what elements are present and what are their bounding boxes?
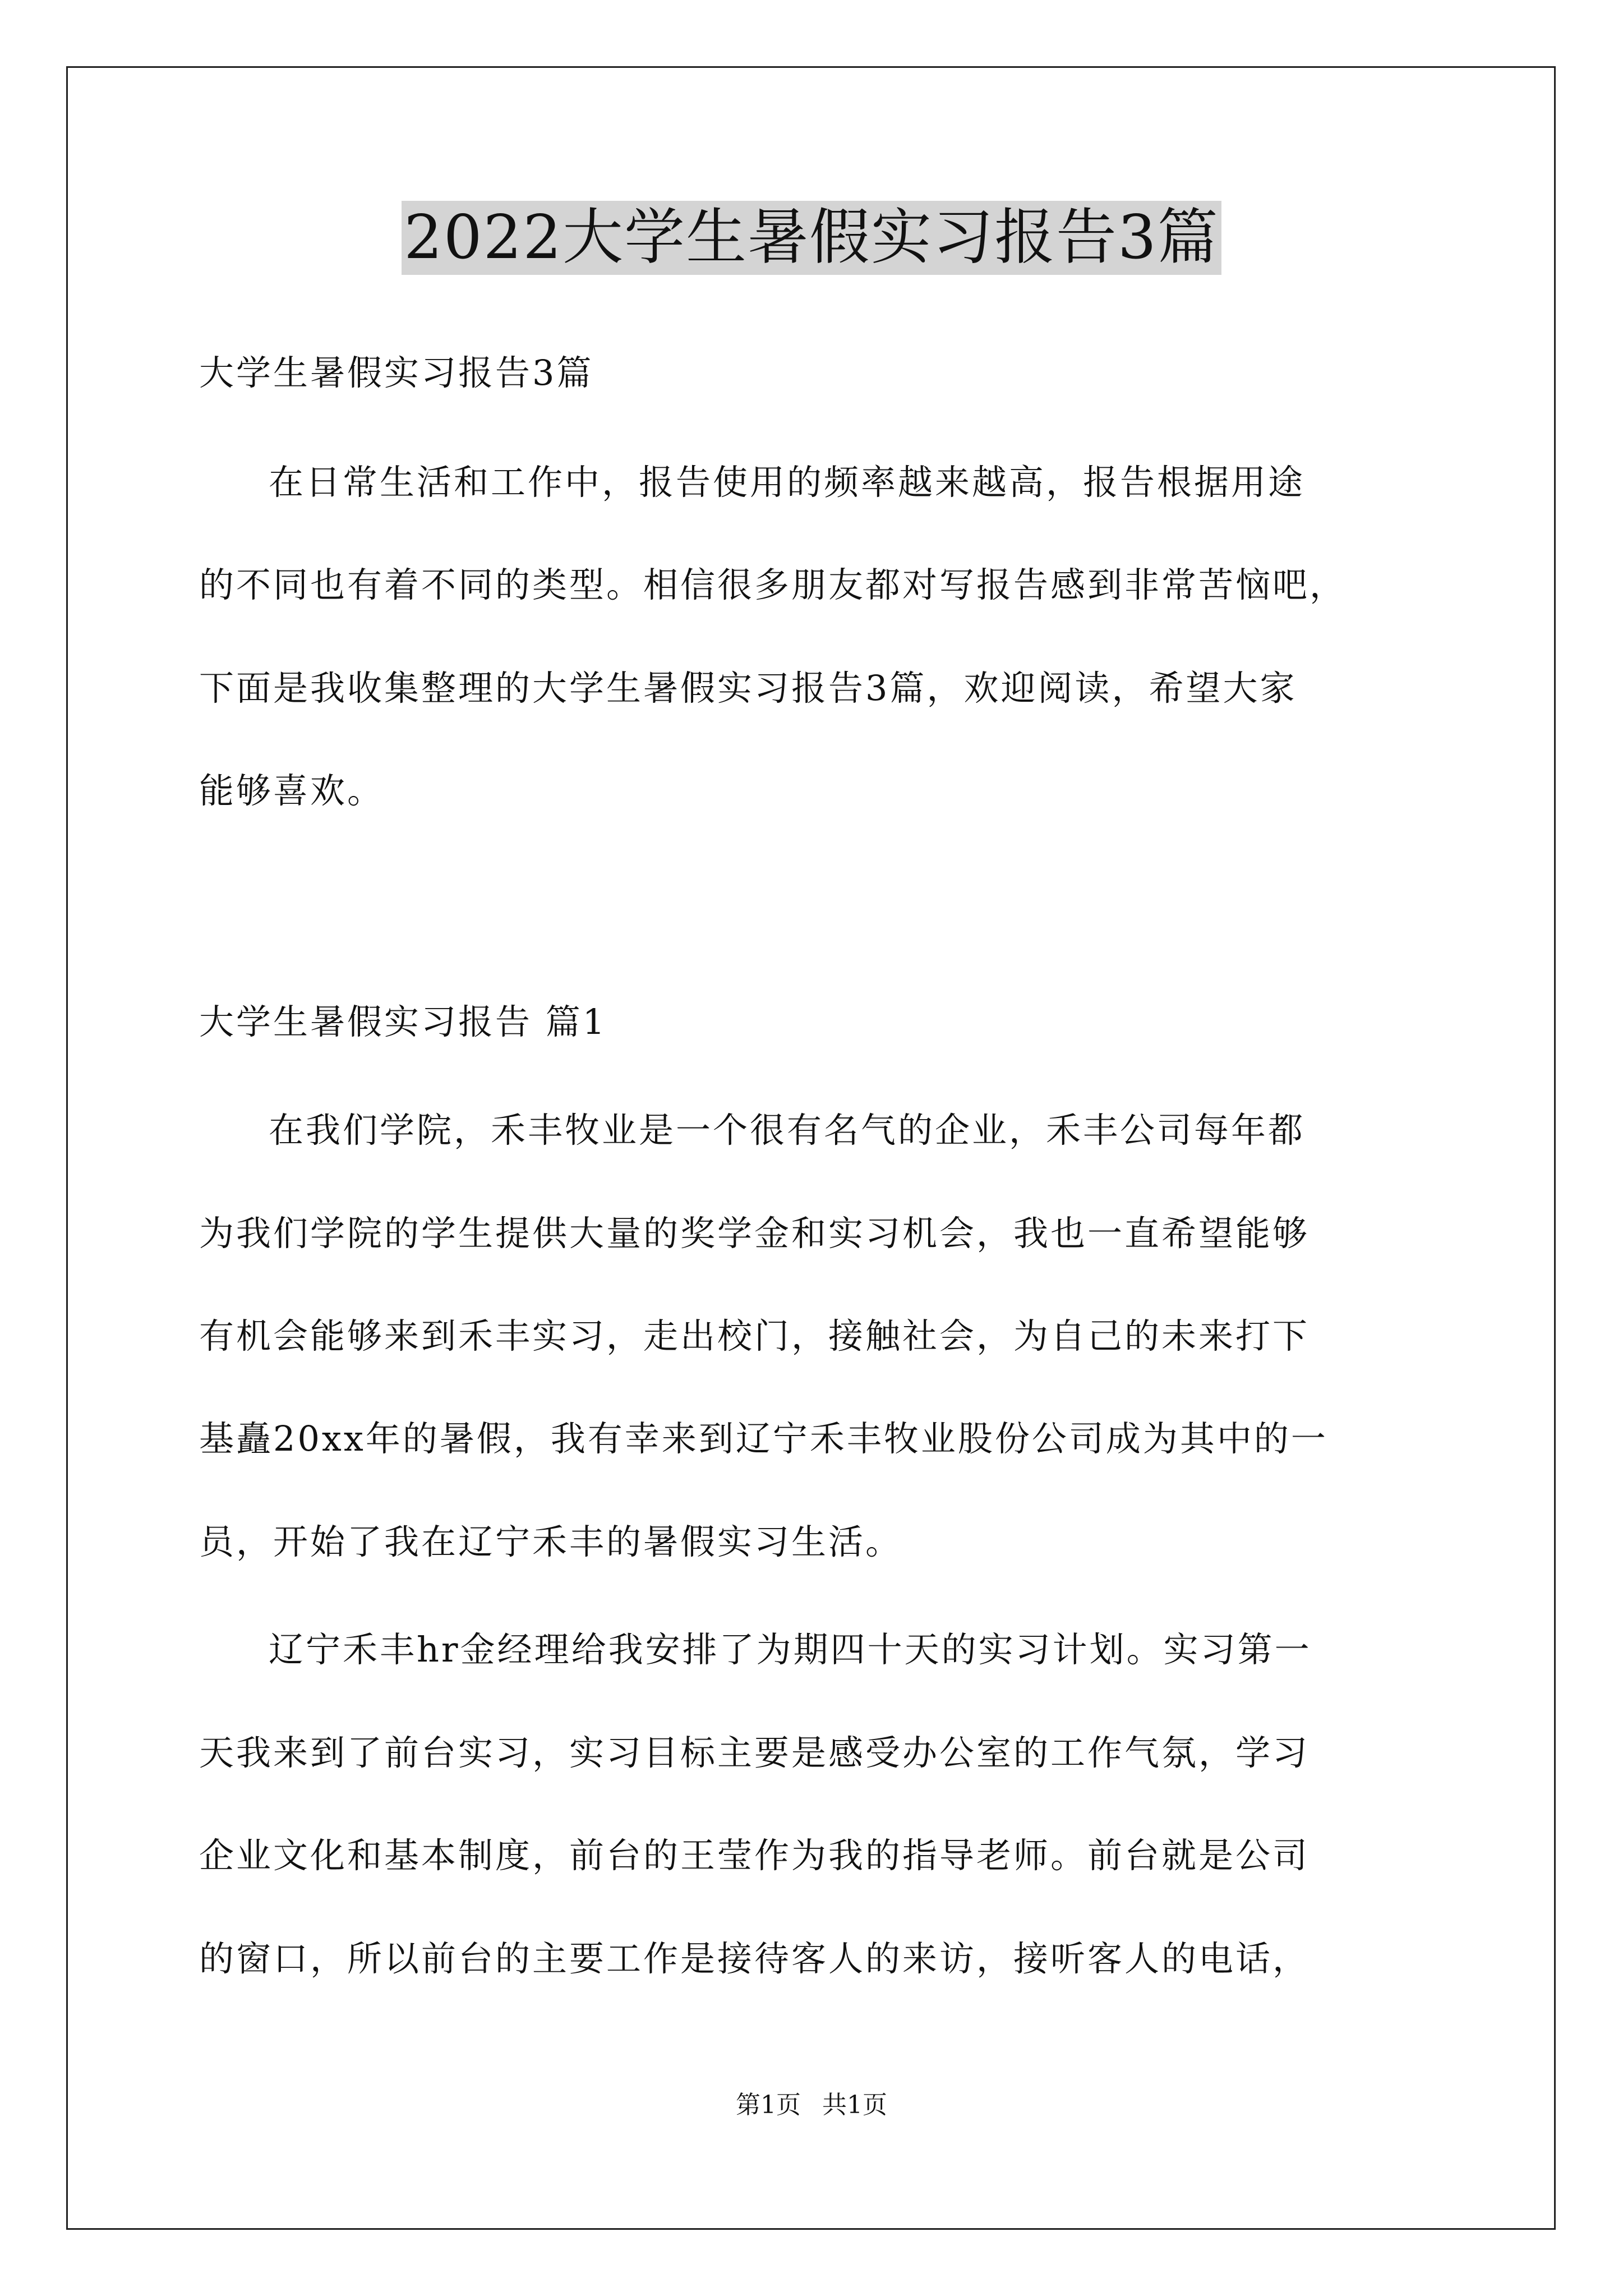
paragraph-line: 基矗20xx年的暑假，我有幸来到辽宁禾丰牧业股份公司成为其中的一 [199,1418,1328,1459]
page-total: 共1页 [822,2091,887,2119]
paragraph-line: 天我来到了前台实习，实习目标主要是感受办公室的工作气氛，学习 [199,1732,1310,1773]
intro-line: 下面是我收集整理的大学生暑假实习报告3篇，欢迎阅读，希望大家 [199,668,1297,708]
paragraph-line: 企业文化和基本制度，前台的王莹作为我的指导老师。前台就是公司 [199,1835,1310,1876]
intro-line: 在日常生活和工作中，报告使用的频率越来越高，报告根据用途 [269,462,1306,503]
page-number: 第1页 [736,2091,801,2119]
paragraph-line: 在我们学院，禾丰牧业是一个很有名气的企业，禾丰公司每年都 [269,1110,1306,1151]
page-footer [0,2090,1623,2121]
paragraph-line: 有机会能够来到禾丰实习，走出校门，接触社会，为自己的未来打下 [199,1315,1310,1356]
document-title: 2022大学生暑假实习报告3篇 [402,201,1221,275]
paragraph-line: 的窗口，所以前台的主要工作是接待客人的来访，接听客人的电话， [199,1938,1310,1979]
section-heading: 大学生暑假实习报告 篇1 [199,1001,607,1042]
intro-line: 能够喜欢。 [199,770,385,811]
document-title-container [0,201,1623,275]
paragraph-line: 辽宁禾丰hr金经理给我安排了为期四十天的实习计划。实习第一 [269,1629,1312,1670]
intro-line: 的不同也有着不同的类型。相信很多朋友都对写报告感到非常苦恼吧， [199,564,1347,605]
paragraph-line: 为我们学院的学生提供大量的奖学金和实习机会，我也一直希望能够 [199,1213,1310,1254]
subtitle: 大学生暑假实习报告3篇 [199,352,594,393]
paragraph-line: 员，开始了我在辽宁禾丰的暑假实习生活。 [199,1521,903,1562]
